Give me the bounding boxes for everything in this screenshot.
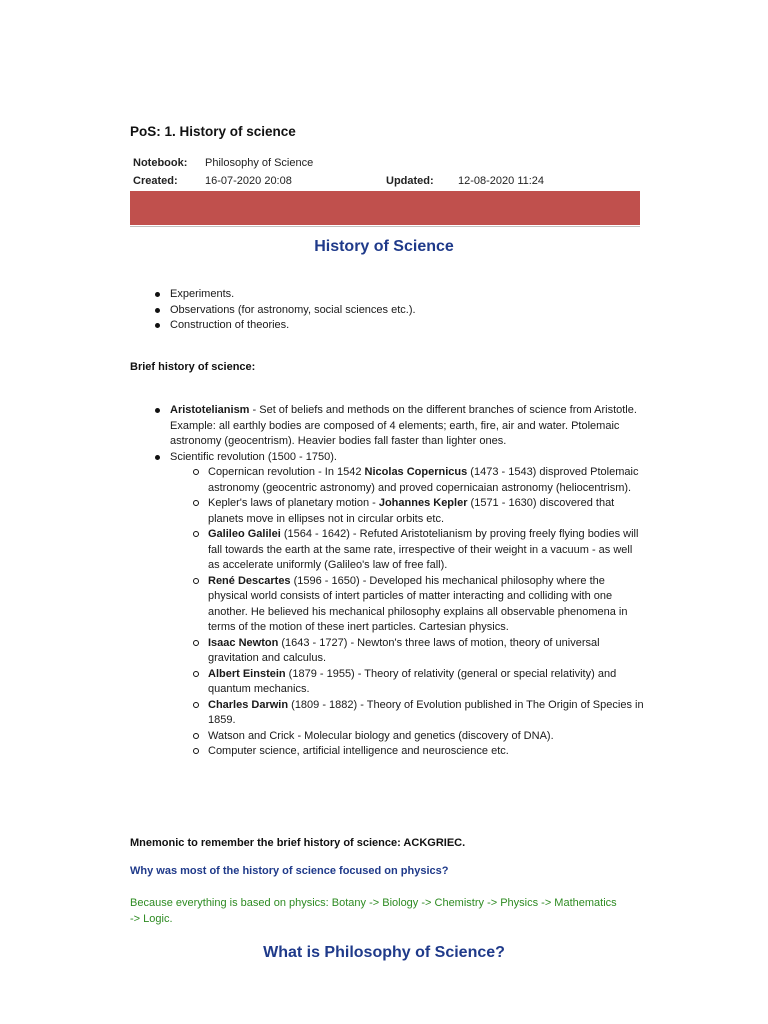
notebook-label: Notebook:	[133, 157, 188, 169]
updated-value: 12-08-2020 11:24	[458, 175, 545, 187]
divider	[130, 226, 640, 227]
created-value: 16-07-2020 20:08	[205, 175, 292, 187]
mnemonic-text: Mnemonic to remember the brief history of science: ACKGRIEC.	[130, 837, 466, 849]
list-item-scientific-revolution: Scientific revolution (1500 - 1750). Copernican revolution - In 1542 Nicolas Copernicus (1473 - 1543) disproved Ptolemaic astronomy (geocentric astronomy) and proved copernicaian astronomy (heliocentrism). Kepler's laws of planetary motion - Johannes Kepler (1571 - 1630) discovered that planets move in ellipses not in circular orbits etc. Galileo Galilei (1564 - 1642) - Refuted Aristotelianism by proving freely flying bodies will fall towards the earth at the same rate, irrespective of their weight in a vacuum - as well as accelerate uniformly (Galileo's law of free fall). René Descartes (1596 - 1650) - Developed his mechanical philosophy where the physical world consists of intert particles of matter interacting and colliding with one another. He believed his mechanical philosophy explains all observable phenomena in terms of the motion of these inert particles. Cartesian physics. Isaac Newton (1643 - 1727) - Newton's three laws of motion, theory of universal gravitation and calculus. Albert Einstein (1879 - 1955) - Theory of relativity (general or special relativity) and quantum mechanics. Charles Darwin (1809 - 1882) - Theory of Evolution published in The Origin of Species in 1859. Watson and Crick - Molecular biology and genetics (discovery of DNA). Computer science, artificial intelligence and neuroscience etc.	[155, 450, 645, 760]
list-item: Experiments.	[155, 287, 635, 303]
revolution-sublist	[170, 465, 645, 760]
physics-answer: Because everything is based on physics: Botany -> Biology -> Chemistry -> Physics -> Mathematics -> Logic.	[130, 897, 617, 925]
list-item-copernicus: Copernican revolution - In 1542 Nicolas Copernicus (1473 - 1543) disproved Ptolemaic astronomy (geocentric astronomy) and proved copernicaian astronomy (heliocentrism).	[170, 465, 645, 496]
updated-label: Updated:	[386, 175, 434, 187]
list-item-newton: Isaac Newton (1643 - 1727) - Newton's three laws of motion, theory of universal gravitation and calculus.	[170, 636, 645, 667]
notebook-meta	[133, 157, 313, 169]
color-banner	[130, 191, 640, 225]
list-item: Observations (for astronomy, social sciences etc.).	[155, 303, 635, 319]
created-meta	[133, 175, 292, 187]
list-item-galileo: Galileo Galilei (1564 - 1642) - Refuted Aristotelianism by proving freely flying bodies will fall towards the earth at the same rate, irrespective of their weight in a vacuum - as well as accelerate uniformly (Galileo's law of free fall).	[170, 527, 645, 574]
note-title: PoS: 1. History of science	[130, 124, 296, 139]
list-item-aristotelianism: Aristotelianism - Set of beliefs and methods on the different branches of science from Aristotle. Example: all earthly bodies are composed of 4 elements; earth, fire, air and water. Ptolemaic astronomy (geocentrism). Heavier bodies fall faster than lighter ones.	[155, 403, 645, 450]
list-item: Construction of theories.	[155, 318, 635, 334]
updated-meta	[386, 175, 544, 187]
heading-philosophy-of-science: What is Philosophy of Science?	[263, 944, 505, 961]
created-label: Created:	[133, 175, 178, 187]
methods-list	[155, 287, 635, 334]
history-list	[155, 403, 645, 760]
list-item-watson-crick: Watson and Crick - Molecular biology and genetics (discovery of DNA).	[170, 729, 645, 745]
list-item-darwin: Charles Darwin (1809 - 1882) - Theory of Evolution published in The Origin of Species in 1859.	[170, 698, 645, 729]
physics-question: Why was most of the history of science focused on physics?	[130, 865, 449, 877]
heading-history-of-science: History of Science	[314, 238, 454, 255]
list-item-descartes: René Descartes (1596 - 1650) - Developed his mechanical philosophy where the physical world consists of intert particles of matter interacting and colliding with one another. He believed his mechanical philosophy explains all observable phenomena in terms of the motion of these inert particles. Cartesian physics.	[170, 574, 645, 636]
brief-history-heading: Brief history of science:	[130, 361, 256, 373]
notebook-value[interactable]: Philosophy of Science	[205, 157, 314, 169]
list-item-einstein: Albert Einstein (1879 - 1955) - Theory of relativity (general or special relativity) and quantum mechanics.	[170, 667, 645, 698]
list-item-kepler: Kepler's laws of planetary motion - Johannes Kepler (1571 - 1630) discovered that planets move in ellipses not in circular orbits etc.	[170, 496, 645, 527]
list-item-computer-science: Computer science, artificial intelligence and neuroscience etc.	[170, 744, 645, 760]
